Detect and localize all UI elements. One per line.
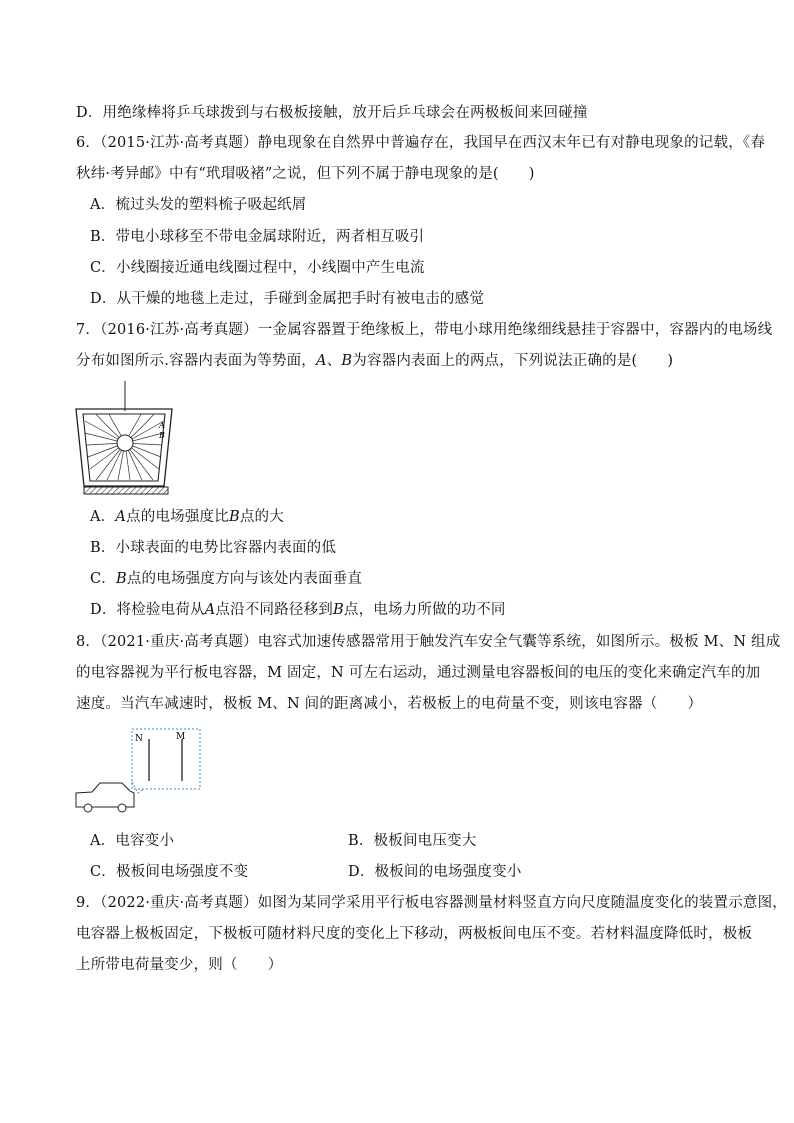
q6-option-a: A．梳过头发的塑料梳子吸起纸屑 bbox=[90, 197, 307, 213]
q7-stem-line2: 分布如图所示.容器内表面为等势面，A、B为容器内表面上的两点，下列说法正确的是( ) bbox=[76, 353, 674, 369]
q7-option-b: B．小球表面的电势比容器内表面的低 bbox=[90, 540, 337, 556]
q7-figure-label-b: B bbox=[159, 431, 165, 440]
q6-stem-line2: 秋纬·考异邮》中有“玳瑁吸褚”之说，但下列不属于静电现象的是( ) bbox=[76, 166, 535, 182]
q7-stem-line1: 7．（2016·江苏·高考真题）一金属容器置于绝缘板上，带电小球用绝缘细线悬挂于容器中，容器内的电场线 bbox=[76, 322, 773, 338]
q7-option-a: A．A点的电场强度比B点的大 bbox=[90, 509, 284, 525]
q8-option-d: D．极板间的电场强度变小 bbox=[348, 864, 522, 880]
q7-option-d: D．将检验电荷从A点沿不同路径移到B点，电场力所做的功不同 bbox=[90, 602, 506, 618]
q6-stem-line1: 6．（2015·江苏·高考真题）静电现象在自然界中普遍存在，我国早在西汉末年已有对静电现象的记载，《春 bbox=[76, 135, 766, 151]
q8-figure bbox=[72, 727, 202, 817]
q8-stem-line3: 速度。当汽车减速时，极板 M、N 间的距离减小，若极板上的电荷量不变，则该电容器（ ） bbox=[76, 696, 703, 712]
q8-option-a: A．电容变小 bbox=[90, 833, 175, 849]
q9-stem-line2: 电容器上极板固定，下极板可随材料尺度的变化上下移动，两极板间电压不变。若材料温度降低时，极板 bbox=[76, 926, 753, 942]
q8-stem-line1: 8．（2021·重庆·高考真题）电容式加速传感器常用于触发汽车安全气囊等系统，如图所示。极板 M、N 组成 bbox=[76, 634, 781, 650]
q8-figure-label-m: M bbox=[176, 732, 186, 742]
q8-figure-label-n: N bbox=[135, 734, 143, 744]
q8-option-b: B．极板间电压变大 bbox=[348, 833, 477, 849]
q8-option-c: C．极板间电场强度不变 bbox=[90, 864, 249, 880]
q6-option-c: C．小线圈接近通电线圈过程中，小线圈中产生电流 bbox=[90, 260, 425, 276]
q6-option-d: D．从干燥的地毯上走过，手碰到金属把手时有被电击的感觉 bbox=[90, 291, 485, 307]
q5-option-d: D．用绝缘棒将乒乓球拨到与右极板接触，放开后乒乓球会在两极板间来回碰撞 bbox=[76, 105, 588, 121]
q6-option-b: B．带电小球移至不带电金属球附近，两者相互吸引 bbox=[90, 229, 425, 245]
q7-figure bbox=[72, 381, 172, 496]
q9-stem-line1: 9．（2022·重庆·高考真题）如图为某同学采用平行板电容器测量材料竖直方向尺度随温度变化的装置示意图， bbox=[76, 895, 787, 911]
q8-stem-line2: 的电容器视为平行板电容器，M 固定，N 可左右运动，通过测量电容器板间的电压的变化来确定汽车的加 bbox=[76, 665, 761, 681]
q7-option-c: C．B点的电场强度方向与该处内表面垂直 bbox=[90, 571, 363, 587]
q7-figure-label-a: A bbox=[159, 421, 165, 430]
q9-stem-line3: 上所带电荷量变少，则（ ） bbox=[76, 957, 283, 973]
